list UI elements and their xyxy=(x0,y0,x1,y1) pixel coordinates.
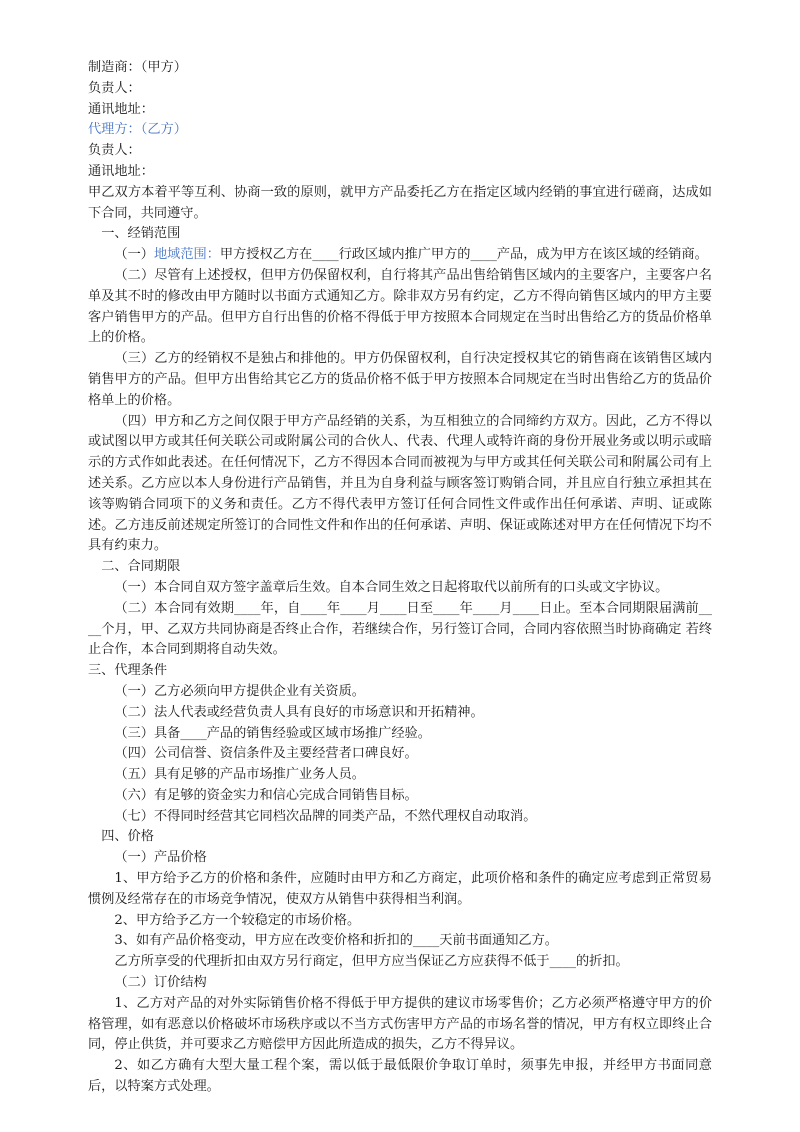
manufacturer-line: 制造商：（甲方） xyxy=(88,60,187,75)
section-3-item: （四）公司信誉、资信条件及主要经营者口碑良好。 xyxy=(114,746,418,762)
section-3-item: （七）不得同时经营其它同档次品牌的同类产品，不然代理权自动取消。 xyxy=(114,808,537,824)
section-2-title: 二、合同期限 xyxy=(101,559,181,575)
section-3-item: （一）乙方必须向甲方提供企业有关资质。 xyxy=(114,683,365,699)
section-4-sub-1-title: （一）产品价格 xyxy=(114,850,207,866)
section-4-sub-2-item: 1、乙方对产品的对外实际销售价格不得低于甲方提供的建议市场零售价；乙方必须严格遵守甲方的价格管理，如有恶意以价格破坏市场秩序或以不当方式伤害甲方产品的市场名誉的情况，甲方有权立即终止合同，停止供货，并可要求乙方赔偿甲方因此所造成的损失，乙方不得异议。 xyxy=(88,995,712,1053)
section-4-sub-2-title: （二）订价结构 xyxy=(114,975,207,991)
section-3-item: （六）有足够的资金实力和信心完成合同销售目标。 xyxy=(114,787,418,803)
section-3-item: （三）具备____产品的销售经验或区域市场推广经验。 xyxy=(114,725,431,741)
section-3-item: （五）具有足够的产品市场推广业务人员。 xyxy=(114,767,365,783)
section-1-para-3: （三）乙方的经销权不是独占和排他的。甲方仍保留权利，自行决定授权其它的销售商在该销售区域内销售甲方的产品。但甲方出售给其它乙方的货品价格不低于甲方按照本合同规定在当时出售给乙方的货品价格单上的价格。 xyxy=(88,351,712,408)
agent-rep-line: 负责人： xyxy=(88,143,141,159)
section-4-sub-1-item: 1、甲方给予乙方的价格和条件，应随时由甲方和乙方商定，此项价格和条件的确定应考虑到正常贸易惯例及经常存在的市场竞争情况，使双方从销售中获得相当利润。 xyxy=(88,871,712,907)
section-1-title: 一、经销范围 xyxy=(101,226,181,242)
section-4-sub-1-item: 3、如有产品价格变动，甲方应在改变价格和折扣的____天前书面通知乙方。 xyxy=(114,933,558,949)
preamble: 甲乙双方本着平等互利、协商一致的原则，就甲方产品委托乙方在指定区域内经销的事宜进行磋商，达成如下合同，共同遵守。 xyxy=(88,184,712,221)
section-4-sub-1-item: 2、甲方给予乙方一个较稳定的市场价格。 xyxy=(114,912,361,928)
section-3-title: 三、代理条件 xyxy=(88,663,168,679)
section-1-para-4: （四）甲方和乙方之间仅限于甲方产品经销的关系，为互相独立的合同缔约方双方。因此，乙方不得以或试图以甲方或其任何关联公司或附属公司的合伙人、代表、代理人或特许商的身份开展业务或以明示或暗示的方式作如此表述。在任何情况下，乙方不得因本合同而被视为与甲方或其任何关联公司和附属公司有上述关系。乙方应以本人身份进行产品销售，并且为自身利益与顾客签订购销合同，并且应自行独立承担其在该等购销合同项下的义务和责任。乙方不得代表甲方签订任何合同性文件或作出任何承诺、声明、证或陈述。乙方违反前述规定所签订的合同性文件和作出的任何承诺、声明、保证或陈述对甲方在任何情况下均不具有约束力。 xyxy=(88,413,712,554)
section-4-sub-1-item: 乙方所享受的代理折扣由双方另行商定，但甲方应当保证乙方应获得不低于____的折扣。 xyxy=(114,954,629,970)
agent-addr-line: 通讯地址： xyxy=(88,163,154,179)
section-4-title: 四、价格 xyxy=(101,829,154,845)
section-1-para-2: （二）尽管有上述授权，但甲方仍保留权利，自行将其产品出售给销售区域内的主要客户，主要客户名单及其不时的修改由甲方随时以书面方式通知乙方。除非双方另有约定，乙方不得向销售区域内的甲方主要客户销售甲方的产品。但甲方自行出售的价格不得低于甲方按照本合同规定在当时出售给乙方的货品价格单上的价格。 xyxy=(88,267,712,346)
highlight-region-scope: 地域范围： xyxy=(153,247,220,263)
section-3-item: （二）法人代表或经营负责人具有良好的市场意识和开拓精神。 xyxy=(114,704,484,720)
para-prefix: （一） xyxy=(114,247,154,263)
manufacturer-addr-line: 通讯地址： xyxy=(88,101,154,117)
agent-line: 代理方：（乙方） xyxy=(88,122,187,138)
section-2-para-1: （一）本合同自双方签字盖章后生效。自本合同生效之日起将取代以前所有的口头或文字协议。 xyxy=(114,579,669,595)
section-1-para-1 xyxy=(88,245,712,266)
para-text: 甲方授权乙方在____行政区域内推广甲方的____产品，成为甲方在该区域的经销商。 xyxy=(219,247,708,263)
section-4-sub-2-item: 2、如乙方确有大型大量工程个案，需以低于最低限价争取订单时，须事先申报，并经甲方书面同意后，以特案方式处理。 xyxy=(88,1058,712,1095)
section-2-para-2: （二）本合同有效期____年，自____年____月____日至____年____月____日止。至本合同期限届满前____个月，甲、乙双方共同协商是否终止合作，若继续合作，另行签订合同，合同内容依照当时协商确定 若终止合作，本合同到期将自动失效。 xyxy=(88,600,713,658)
manufacturer-rep-line: 负责人： xyxy=(88,80,141,96)
